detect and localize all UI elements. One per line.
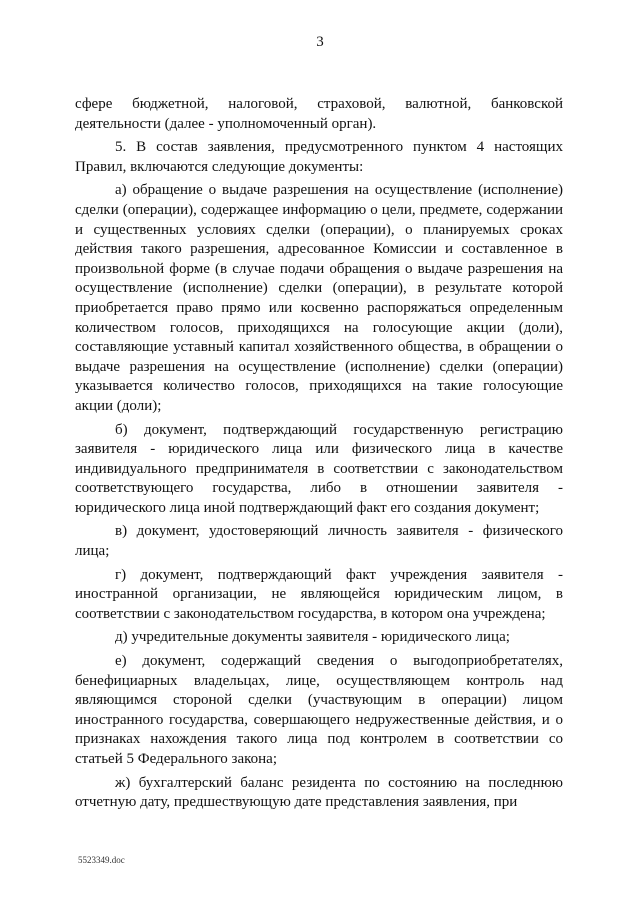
paragraph-item-a: а) обращение о выдаче разрешения на осуществление (исполнение) сделки (операции), содержащее информацию о цели, предмете, содержании и существенных условиях сделки (операции), о планируемых сроках действия такого разрешения, адресованное Комиссии и составленное в произвольной форме (в случае подачи обращения о выдаче разрешения на осуществление (исполнение) сделки (операции), в результате которой приобретается право прямо или косвенно распоряжаться определенным количеством голосов, приходящихся на голосующие акции (доли), составляющие уставный капитал хозяйственного общества, в обращении о выдаче разрешения на осуществление (исполнение) сделки (операции) указывается количество голосов, приходящихся на такие голосующие акции (доли); — [75, 182, 563, 414]
footer-filename: 5523349.doc — [78, 855, 125, 865]
document-body — [75, 95, 563, 817]
page-number: 3 — [316, 34, 324, 50]
paragraph-item-g: г) документ, подтверждающий факт учреждения заявителя - иностранной организации, не являющейся юридическим лицом, в соответствии с законодательством государства, в котором она учреждена; — [75, 566, 563, 622]
paragraph-item-e: е) документ, содержащий сведения о выгодоприобретателях, бенефициарных владельцах, лице, осуществляющем контроль над являющимся стороной сделки (участвующим в операции) лицом иностранного государства, совершающего недружественные действия, и о признаках нахождения такого лица под контролем в соответствии со статьей 5 Федерального закона; — [75, 653, 563, 767]
paragraph-item-v: в) документ, удостоверяющий личность заявителя - физического лица; — [75, 523, 563, 560]
paragraph-item-zh: ж) бухгалтерский баланс резидента по состоянию на последнюю отчетную дату, предшествующую дате представления заявления, при — [75, 774, 563, 811]
paragraph-item-d: д) учредительные документы заявителя - юридического лица; — [115, 629, 510, 646]
paragraph-item-5: 5. В состав заявления, предусмотренного пунктом 4 настоящих Правил, включаются следующие документы: — [75, 139, 563, 175]
paragraph-continuation: сфере бюджетной, налоговой, страховой, валютной, банковской деятельности (далее - уполномоченный орган). — [75, 96, 563, 132]
paragraph-item-b: б) документ, подтверждающий государственную регистрацию заявителя - юридического лица или физического лица в качестве индивидуального предпринимателя в соответствии с законодательством соответствующего государства, либо в отношении заявителя - юридического лица иной подтверждающий факт его создания документ; — [75, 421, 563, 516]
